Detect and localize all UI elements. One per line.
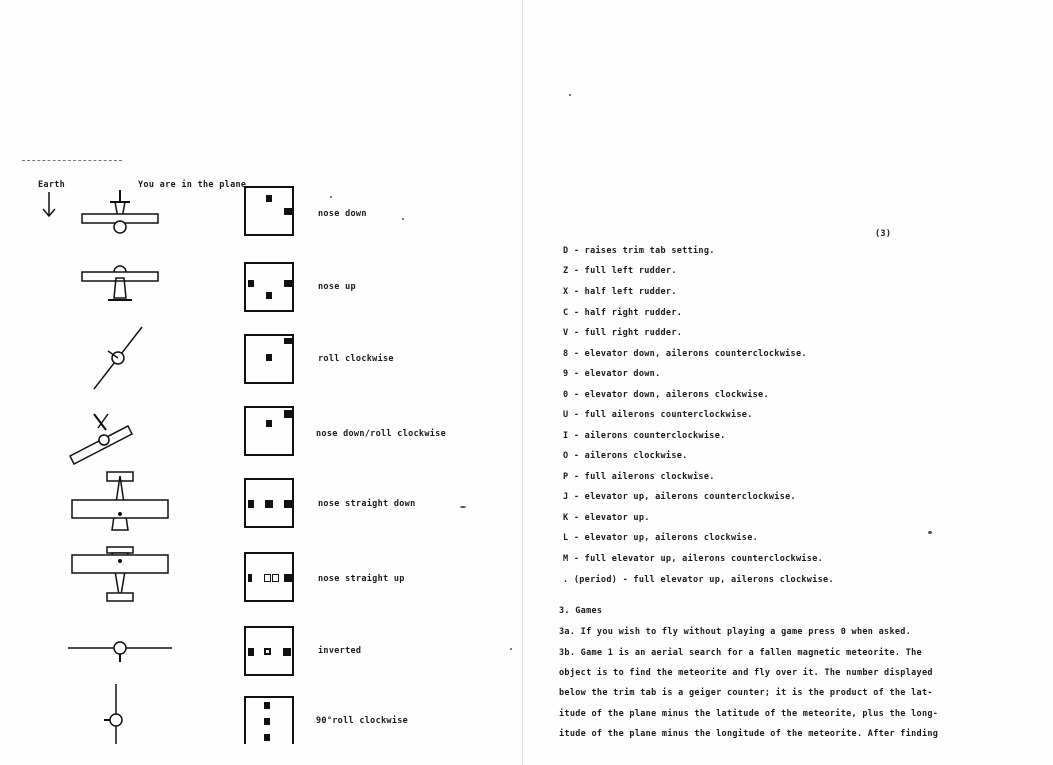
view-header: You are in the plane — [138, 180, 247, 190]
paragraph-line: 3a. If you wish to fly without playing a game press 0 when asked. — [559, 627, 912, 637]
left-page — [0, 0, 522, 765]
paragraph-line: itude of the plane minus the latitude of the meteorite, plus the long- — [559, 709, 939, 719]
plane-nose-down-roll-icon — [60, 408, 180, 478]
screen-nose-up — [244, 262, 294, 312]
plane-roll-clockwise-icon — [60, 325, 180, 395]
view-label: 90°roll clockwise — [316, 716, 409, 726]
plane-90-roll-icon — [60, 684, 180, 754]
earth-label: Earth — [38, 180, 66, 190]
screen-nose-down — [244, 186, 294, 236]
screen-nose-down-roll — [244, 406, 294, 456]
view-label: nose straight down — [318, 499, 416, 509]
key-line: I - ailerons counterclockwise. — [563, 431, 726, 441]
key-line: 8 - elevator down, ailerons counterclockwise. — [563, 349, 807, 359]
view-label: roll clockwise — [318, 354, 394, 364]
key-line: P - full ailerons clockwise. — [563, 472, 715, 482]
down-arrow-icon — [40, 192, 58, 218]
key-line: V - full right rudder. — [563, 328, 683, 338]
view-label: nose up — [318, 282, 356, 292]
key-line: D - raises trim tab setting. — [563, 246, 715, 256]
key-line: 9 - elevator down. — [563, 369, 661, 379]
view-label: inverted — [318, 646, 362, 656]
key-line: Z - full left rudder. — [563, 266, 677, 276]
key-line: K - elevator up. — [563, 513, 650, 523]
view-label: nose down/roll clockwise — [316, 429, 447, 439]
key-line: C - half right rudder. — [563, 308, 683, 318]
paragraph-line: below the trim tab is a geiger counter; it is the product of the lat- — [559, 688, 933, 698]
screen-inverted — [244, 626, 294, 676]
divider-line — [22, 160, 122, 161]
screen-nose-straight-down — [244, 478, 294, 528]
key-line: L - elevator up, ailerons clockwise. — [563, 533, 759, 543]
plane-inverted-icon — [60, 616, 180, 686]
key-line: U - full ailerons counterclockwise. — [563, 410, 753, 420]
paragraph-line: 3b. Game 1 is an aerial search for a fallen magnetic meteorite. The — [559, 648, 922, 658]
page-number: (3) — [875, 229, 892, 239]
view-label: nose straight up — [318, 574, 405, 584]
key-line: J - elevator up, ailerons counterclockwise. — [563, 492, 796, 502]
paragraph-line: object is to find the meteorite and fly over it. The number displayed — [559, 668, 933, 678]
plane-nose-straight-down-icon — [60, 470, 180, 540]
key-line: 0 - elevator down, ailerons clockwise. — [563, 390, 769, 400]
key-line: M - full elevator up, ailerons counterclockwise. — [563, 554, 824, 564]
paragraph-line: itude of the plane minus the longitude of the meteorite. After finding — [559, 729, 939, 739]
key-line: . (period) - full elevator up, ailerons clockwise. — [563, 575, 834, 585]
key-line: O - ailerons clockwise. — [563, 451, 688, 461]
screen-nose-straight-up — [244, 552, 294, 602]
section-heading: 3. Games — [559, 606, 603, 616]
view-label: nose down — [318, 209, 367, 219]
plane-nose-down-icon — [60, 188, 180, 258]
key-line: X - half left rudder. — [563, 287, 677, 297]
screen-90-roll — [244, 696, 294, 744]
plane-nose-straight-up-icon — [60, 545, 180, 615]
plane-nose-up-icon — [60, 258, 180, 328]
screen-roll-clockwise — [244, 334, 294, 384]
